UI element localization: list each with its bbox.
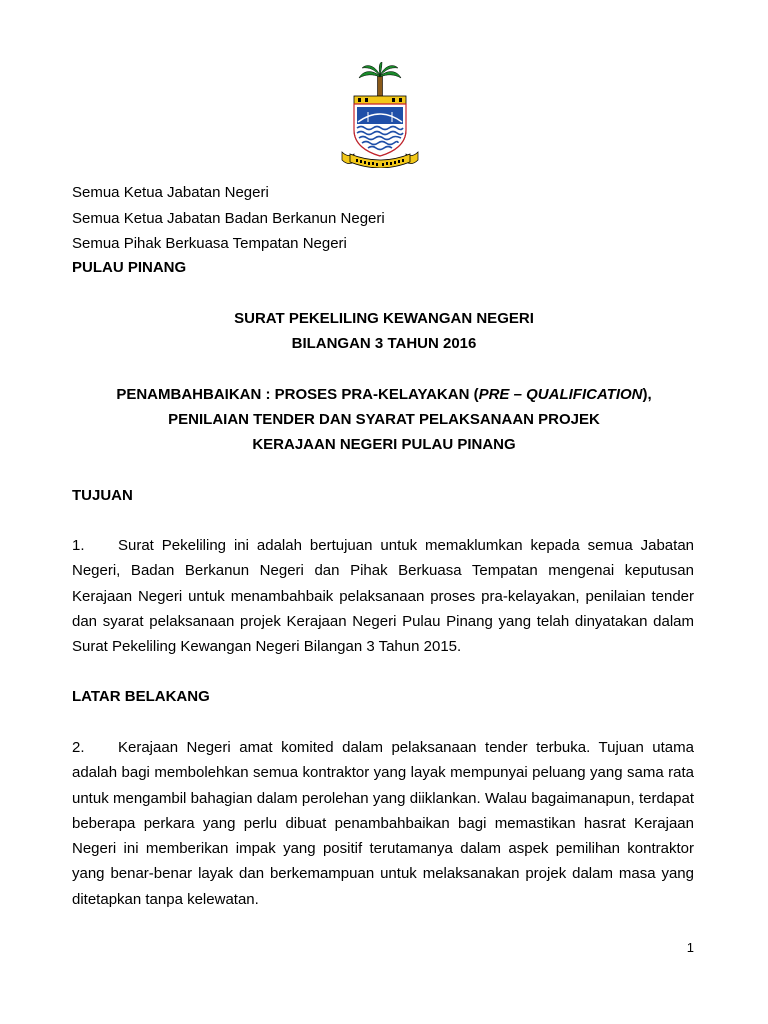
subject-line-3: KERAJAAN NEGERI PULAU PINANG — [252, 436, 516, 453]
subject-line-1 — [0, 386, 768, 404]
subject-line-1-italic: PRE – QUALIFICATION — [478, 386, 643, 403]
paragraph-latar-belakang — [72, 735, 694, 912]
subject-line-1-prefix: PENAMBAHBAIKAN : PROSES PRA-KELAYAKAN ( — [116, 386, 479, 403]
paragraph-text: Kerajaan Negeri amat komited dalam pelaksanaan tender terbuka. Tujuan utama adalah bagi membolehkan semua kontraktor yang layak mempunyai peluang yang sama rata untuk mengambil bahagian dalam perolehan yang diiklankan. Walau bagaimanapun, terdapat beberapa perkara yang perlu dibuat penambahbaikan bagi memastikan hasrat Kerajaan Negeri ini memberikan impak yang positif terutamanya dalam aspek pemilihan kontraktor yang benar-benar layak dan berkemampuan untuk melaksanakan projek dalam masa yang ditetapkan tanpa kelewatan. — [72, 739, 694, 908]
paragraph-number: 2. — [72, 739, 85, 756]
subject-line-2: PENILAIAN TENDER DAN SYARAT PELAKSANAAN PROJEK — [168, 411, 600, 428]
shield-icon — [354, 104, 406, 156]
recipient-line: Semua Ketua Jabatan Negeri — [72, 184, 269, 201]
section-heading-tujuan: TUJUAN — [72, 487, 133, 504]
recipient-line: Semua Pihak Berkuasa Tempatan Negeri — [72, 235, 347, 252]
recipient-state: PULAU PINANG — [72, 259, 187, 276]
palm-tree-icon — [359, 62, 401, 98]
subject-line-1-suffix: ), — [642, 386, 652, 403]
paragraph-number: 1. — [72, 537, 85, 554]
recipient-line: Semua Ketua Jabatan Badan Berkanun Negeri — [72, 210, 385, 227]
circular-number: BILANGAN 3 TAHUN 2016 — [291, 335, 477, 352]
paragraph-tujuan — [72, 533, 694, 659]
circular-title: SURAT PEKELILING KEWANGAN NEGERI — [234, 310, 534, 327]
paragraph-text: Surat Pekeliling ini adalah bertujuan untuk memaklumkan kepada semua Jabatan Negeri, Badan Berkanun Negeri dan Pihak Berkuasa Tempatan mengenai keputusan Kerajaan Negeri untuk menambahbaik pelaksanaan proses pra-kelayakan, penilaian tender dan syarat pelaksanaan projek Kerajaan Negeri Pulau Pinang yang telah dinyatakan dalam Surat Pekeliling Kewangan Negeri Bilangan 3 Tahun 2015. — [72, 537, 694, 656]
page-number: 1 — [686, 940, 694, 955]
state-crest-emblem — [340, 62, 420, 168]
section-heading-latar-belakang: LATAR BELAKANG — [72, 688, 210, 705]
